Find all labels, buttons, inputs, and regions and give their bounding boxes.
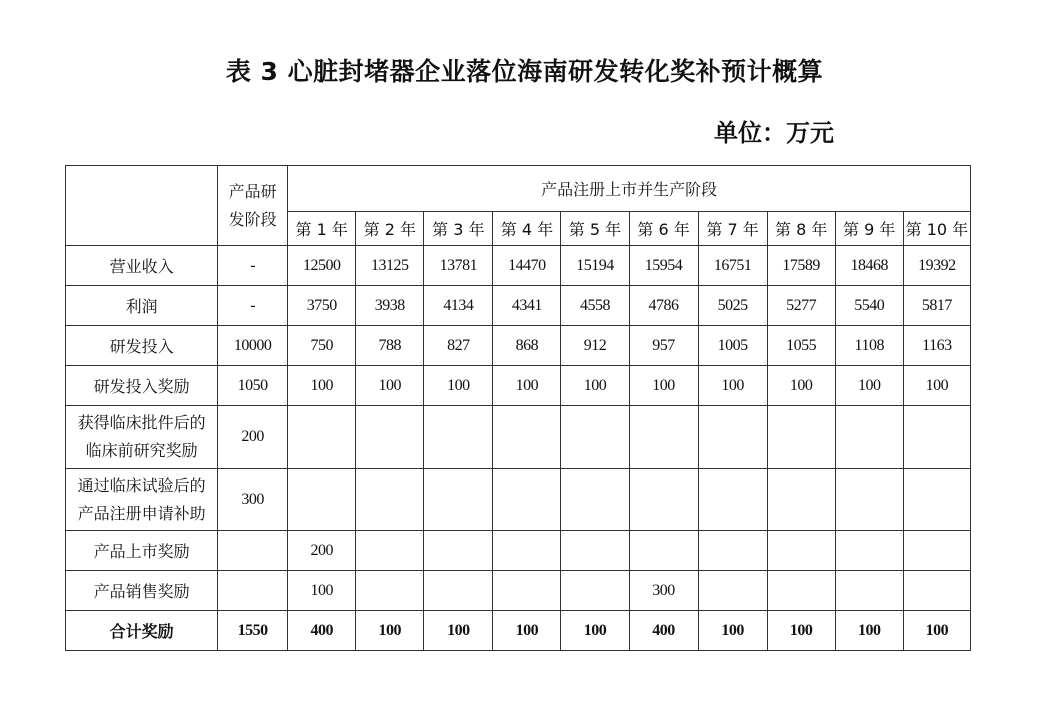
year-cell: 17589 (767, 246, 835, 286)
year-cell: 100 (288, 571, 356, 611)
corner-cell (66, 166, 218, 246)
year-cell: 100 (493, 611, 561, 651)
year-cell (767, 469, 835, 531)
year-cell: 100 (835, 611, 903, 651)
row-label-line2: 产品注册申请补助 (77, 503, 206, 523)
year-cell: 912 (561, 326, 629, 366)
rnd-cell: - (218, 286, 288, 326)
rnd-cell (218, 571, 288, 611)
year-cell: 827 (424, 326, 493, 366)
year-header-1: 第 1 年 (288, 212, 356, 246)
year-cell (629, 469, 698, 531)
row-label-launch-reward: 产品上市奖励 (66, 531, 218, 571)
row-label-profit: 利润 (66, 286, 218, 326)
year-cell: 1005 (698, 326, 767, 366)
year-cell (629, 531, 698, 571)
year-cell: 5540 (835, 286, 903, 326)
year-cell (767, 406, 835, 469)
table-row (66, 406, 971, 469)
year-cell (629, 406, 698, 469)
table-row (66, 286, 971, 326)
rnd-cell: 1050 (218, 366, 288, 406)
year-cell: 868 (493, 326, 561, 366)
unit-label: 单位：万元 (714, 119, 834, 147)
row-label-sales-reward: 产品销售奖励 (66, 571, 218, 611)
year-cell: 750 (288, 326, 356, 366)
year-cell: 100 (835, 366, 903, 406)
year-cell: 12500 (288, 246, 356, 286)
rnd-stage-header-line2: 发阶段 (228, 209, 277, 229)
year-cell (903, 571, 970, 611)
year-cell (493, 571, 561, 611)
year-cell (561, 571, 629, 611)
table-row (66, 469, 971, 531)
budget-table (65, 165, 971, 651)
row-label-revenue: 营业收入 (66, 246, 218, 286)
table-row (66, 326, 971, 366)
year-cell (493, 406, 561, 469)
year-header-3: 第 3 年 (424, 212, 493, 246)
year-cell: 100 (903, 366, 970, 406)
table-row (66, 366, 971, 406)
year-cell: 1055 (767, 326, 835, 366)
year-cell: 100 (767, 366, 835, 406)
year-cell (356, 406, 424, 469)
year-cell: 100 (561, 611, 629, 651)
year-cell (356, 469, 424, 531)
year-cell (835, 571, 903, 611)
year-cell: 100 (767, 611, 835, 651)
year-cell: 400 (288, 611, 356, 651)
year-cell: 4134 (424, 286, 493, 326)
year-cell: 100 (356, 611, 424, 651)
year-cell (424, 571, 493, 611)
year-cell (356, 571, 424, 611)
rnd-cell: 200 (218, 406, 288, 469)
year-cell: 400 (629, 611, 698, 651)
year-cell (698, 571, 767, 611)
year-cell (561, 469, 629, 531)
year-cell: 100 (493, 366, 561, 406)
production-stage-header: 产品注册上市并生产阶段 (288, 166, 971, 212)
header-row-1 (66, 166, 971, 212)
year-cell (835, 531, 903, 571)
year-cell (288, 406, 356, 469)
row-label-rnd-investment: 研发投入 (66, 326, 218, 366)
year-cell (424, 531, 493, 571)
year-cell (767, 571, 835, 611)
year-cell: 4786 (629, 286, 698, 326)
year-cell: 100 (698, 611, 767, 651)
total-row (66, 611, 971, 651)
rnd-stage-header-line1: 产品研 (228, 181, 277, 201)
year-cell (698, 469, 767, 531)
year-cell (698, 406, 767, 469)
rnd-cell (218, 531, 288, 571)
year-cell (561, 531, 629, 571)
row-label-line2: 临床前研究奖励 (85, 441, 198, 460)
table-row (66, 246, 971, 286)
year-cell: 3938 (356, 286, 424, 326)
page-title: 表 3 心脏封堵器企业落位海南研发转化奖补预计概算 (225, 57, 824, 86)
year-cell (767, 531, 835, 571)
year-header-9: 第 9 年 (835, 212, 903, 246)
year-cell: 13781 (424, 246, 493, 286)
year-cell: 788 (356, 326, 424, 366)
year-cell (835, 469, 903, 531)
row-label-rnd-reward: 研发投入奖励 (66, 366, 218, 406)
row-label-total-reward: 合计奖励 (66, 611, 218, 651)
year-header-6: 第 6 年 (629, 212, 698, 246)
year-cell (424, 406, 493, 469)
rnd-cell: 10000 (218, 326, 288, 366)
year-header-7: 第 7 年 (698, 212, 767, 246)
row-label-preclinical-reward (66, 406, 218, 469)
year-cell: 300 (629, 571, 698, 611)
year-cell: 200 (288, 531, 356, 571)
year-cell: 100 (629, 366, 698, 406)
row-label-line1: 获得临床批件后的 (77, 413, 206, 432)
year-cell (493, 469, 561, 531)
year-cell (835, 406, 903, 469)
year-cell: 15194 (561, 246, 629, 286)
year-cell: 1163 (903, 326, 970, 366)
year-cell: 100 (356, 366, 424, 406)
year-cell (903, 406, 970, 469)
year-cell (561, 406, 629, 469)
year-cell: 3750 (288, 286, 356, 326)
year-cell: 100 (424, 611, 493, 651)
year-cell: 16751 (698, 246, 767, 286)
year-cell (493, 531, 561, 571)
year-cell: 5277 (767, 286, 835, 326)
year-cell: 4341 (493, 286, 561, 326)
year-header-4: 第 4 年 (493, 212, 561, 246)
year-header-2: 第 2 年 (356, 212, 424, 246)
year-cell (698, 531, 767, 571)
rnd-stage-header (218, 166, 288, 246)
year-cell (356, 531, 424, 571)
year-cell: 19392 (903, 246, 970, 286)
year-cell: 100 (561, 366, 629, 406)
year-cell: 957 (629, 326, 698, 366)
year-cell: 100 (424, 366, 493, 406)
year-cell: 1108 (835, 326, 903, 366)
year-cell (288, 469, 356, 531)
row-label-registration-subsidy (66, 469, 218, 531)
year-cell: 5817 (903, 286, 970, 326)
rnd-cell: 1550 (218, 611, 288, 651)
table-row (66, 571, 971, 611)
year-cell: 18468 (835, 246, 903, 286)
year-header-8: 第 8 年 (767, 212, 835, 246)
year-cell (903, 469, 970, 531)
year-cell: 14470 (493, 246, 561, 286)
year-cell: 5025 (698, 286, 767, 326)
year-cell (424, 469, 493, 531)
year-cell: 4558 (561, 286, 629, 326)
row-label-line1: 通过临床试验后的 (77, 475, 206, 495)
table-row (66, 531, 971, 571)
year-cell (903, 531, 970, 571)
year-cell: 15954 (629, 246, 698, 286)
rnd-cell: - (218, 246, 288, 286)
year-cell: 100 (288, 366, 356, 406)
year-cell: 100 (698, 366, 767, 406)
year-cell: 13125 (356, 246, 424, 286)
rnd-cell: 300 (218, 469, 288, 531)
year-header-10: 第 10 年 (903, 212, 970, 246)
year-header-5: 第 5 年 (561, 212, 629, 246)
year-cell: 100 (903, 611, 970, 651)
